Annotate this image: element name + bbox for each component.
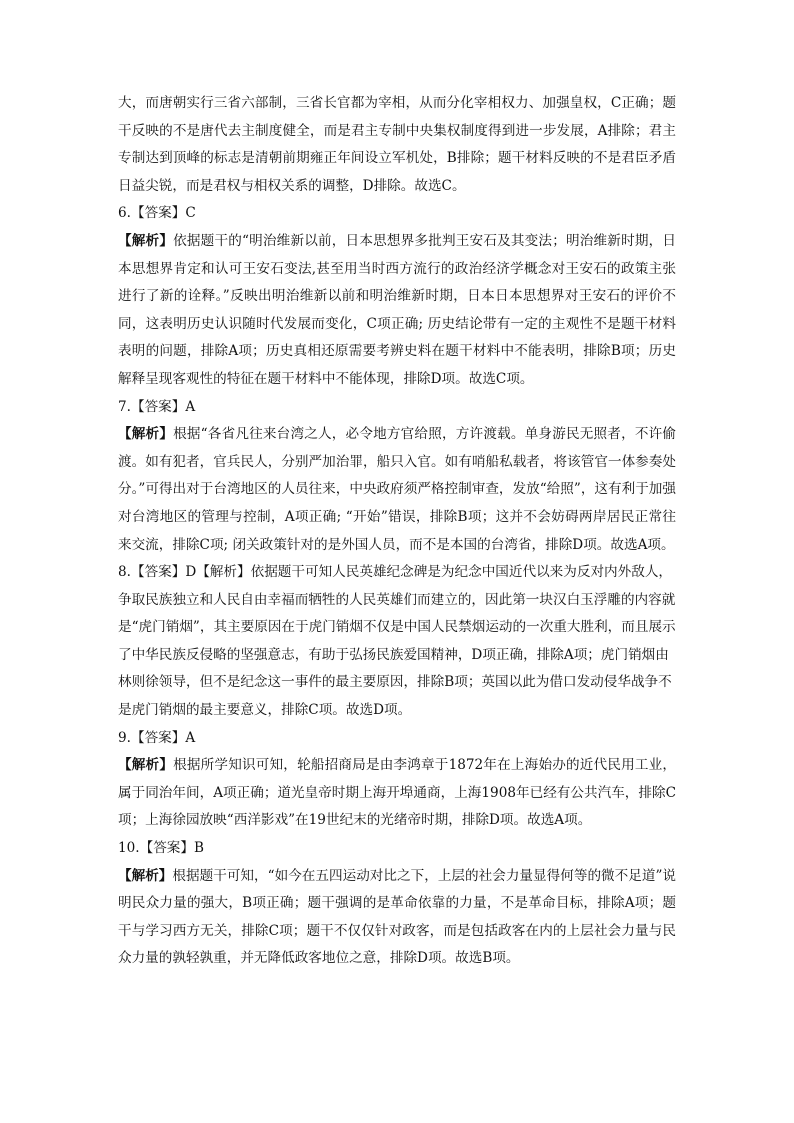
analysis-tag: 【解析】 <box>118 232 174 249</box>
analysis-10 <box>118 863 676 973</box>
analysis-7 <box>118 421 676 559</box>
analysis-tag: 【解析】 <box>118 867 173 884</box>
analysis-tag: 【解析】 <box>196 564 251 581</box>
analysis-9 <box>118 752 676 835</box>
analysis-tag: 【解析】 <box>118 426 174 443</box>
analysis-tag: 【解析】 <box>118 757 174 774</box>
answer-label: 8.【答案】D <box>118 564 197 581</box>
answer-8 <box>118 559 676 725</box>
analysis-text: 依据题干的“明治维新以前，日本思想界多批判王安石及其变法；明治维新时期，日本思想界肯定和认可王安石变法,甚至用当时西方流行的政治经济学概念对王安石的政策主张进行了新的诠释。”反映出明治维新以前和明治维新时期，日本日本思想界对王安石的评价不同，这表明历史认识随时代发展而变化，C项正确; 历史结论带有一定的主观性不是题干材料表明的问题，排除A项；历史真相还原需要考辨史料在题干材料中不能表明，排除B项；历史解释呈现客观性的特征在题干材料中不能体现，排除D项。故选C项。 <box>118 232 676 387</box>
intro-paragraph: 大，而唐朝实行三省六部制，三省长官都为宰相，从而分化宰相权力、加强皇权，C正确；题干反映的不是唐代去主制度健全，而是君主专制中央集权制度得到进一步发展，A排除；君主专制达到顶峰的标志是清朝前期雍正年间设立军机处，B排除；题干材料反映的不是君臣矛盾日益尖锐，而是君权与相权关系的调整，D排除。故选C。 <box>118 95 676 194</box>
answer-10: 10.【答案】B <box>118 840 204 857</box>
document-body <box>118 90 676 973</box>
answer-9: 9.【答案】A <box>118 729 196 746</box>
analysis-6 <box>118 228 676 394</box>
analysis-text: 根据题干可知，“如今在五四运动对比之下，上层的社会力量显得何等的微不足道”说明民众力量的强大，B项正确；题干强调的是革命依靠的力量，不是革命目标，排除A项；题干与学习西方无关，排除C项；题干不仅仅针对政客，而是包括政客在内的上层社会力量与民众力量的孰轻孰重，并无降低政客地位之意，排除D项。故选B项。 <box>118 867 677 967</box>
analysis-text: 根据所学知识可知，轮船招商局是由李鸿章于1872年在上海始办的近代民用工业，属于同治年间，A项正确；道光皇帝时期上海开埠通商，上海1908年已经有公共汽车，排除C项；上海徐园放映“西洋影戏”在19世纪末的光绪帝时期，排除D项。故选A项。 <box>118 757 677 829</box>
analysis-text: 依据题干可知人民英雄纪念碑是为纪念中国近代以来为反对内外敌人，争取民族独立和人民自由幸福而牺牲的人民英雄们而建立的，因此第一块汉白玉浮雕的内容就是“虎门销烟”，其主要原因在于虎门销烟不仅是中国人民禁烟运动的一次重大胜利，而且展示了中华民族反侵略的坚强意志，有助于弘扬民族爱国精神，D项正确，排除A项；虎门销烟由林则徐领导，但不是纪念这一事件的最主要原因，排除B项；英国以此为借口发动侵华战争不是虎门销烟的最主要意义，排除C项。故选D项。 <box>118 564 676 719</box>
answer-7: 7.【答案】A <box>118 398 196 415</box>
analysis-text: 根据“各省凡往来台湾之人，必令地方官给照，方许渡载。单身游民无照者，不许偷渡。如有犯者，官兵民人，分别严加治罪，船只入官。如有哨船私载者，将该管官一体参奏处分。”可得出对于台湾地区的人员往来，中央政府须严格控制审查，发放“给照”，这有利于加强对台湾地区的管理与控制，A项正确; “开始”错误，排除B项；这并不会妨碍两岸居民正常往来交流，排除C项; 闭关政策针对的是外国人员，而不是本国的台湾省，排除D项。故选A项。 <box>118 426 676 553</box>
answer-6: 6.【答案】C <box>118 205 196 222</box>
